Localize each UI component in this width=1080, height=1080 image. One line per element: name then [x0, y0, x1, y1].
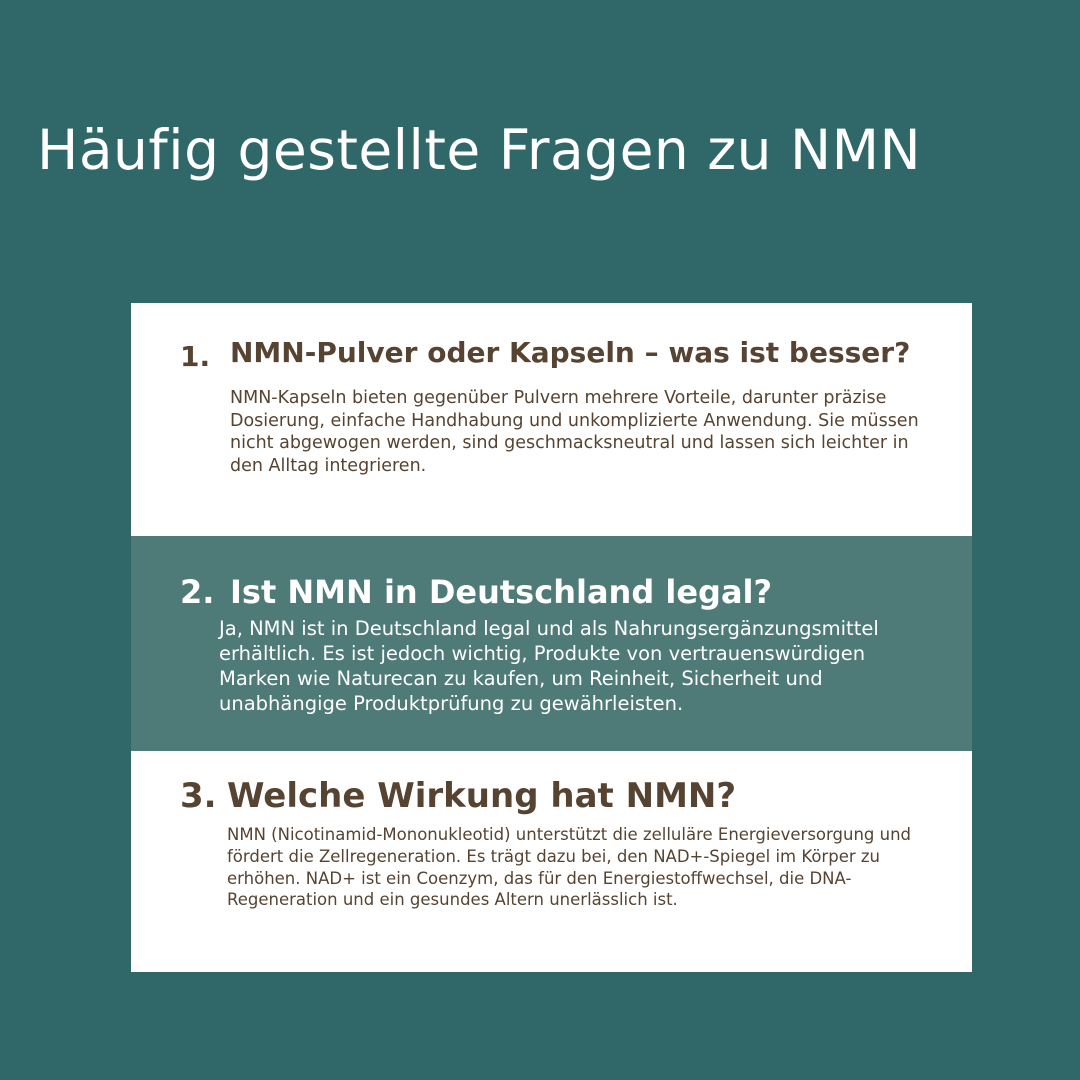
faq-item-2: [131, 536, 972, 751]
page-title: Häufig gestellte Fragen zu NMN: [37, 118, 922, 182]
faq-item-3: [131, 751, 972, 972]
faq-question: NMN-Pulver oder Kapseln – was ist besser?: [230, 336, 911, 369]
faq-answer: Ja, NMN ist in Deutschland legal und als Nahrungsergänzungsmittel erhältlich. Es ist jedoch wichtig, Produkte von vertrauenswürdigen Marken wie Naturecan zu kaufen, um Reinheit, Sicherheit und unabhängige Produktprüfung zu gewährleisten.: [219, 617, 879, 715]
faq-item-1: [131, 303, 972, 536]
faq-number: 2.: [180, 573, 215, 611]
faq-question: Ist NMN in Deutschland legal?: [230, 573, 773, 611]
faq-answer: NMN-Kapseln bieten gegenüber Pulvern mehrere Vorteile, darunter präzise Dosierung, einfache Handhabung und unkomplizierte Anwendung. Sie müssen nicht abgewogen werden, sind geschmacksneutral und lassen sich leichter in den Alltag integrieren.: [230, 388, 919, 477]
faq-card: [131, 303, 972, 972]
faq-number: 3.: [180, 776, 217, 816]
faq-answer: NMN (Nicotinamid-Mononukleotid) unterstützt die zelluläre Energieversorgung und fördert die Zellregeneration. Es trägt dazu bei, den NAD+-Spiegel im Körper zu erhöhen. NAD+ ist ein Coenzym, das für den Energiestoffwechsel, die DNA-Regeneration und ein gesundes Altern unerlässlich ist.: [227, 825, 912, 910]
faq-number: 1.: [180, 340, 211, 373]
faq-question: Welche Wirkung hat NMN?: [227, 776, 737, 816]
